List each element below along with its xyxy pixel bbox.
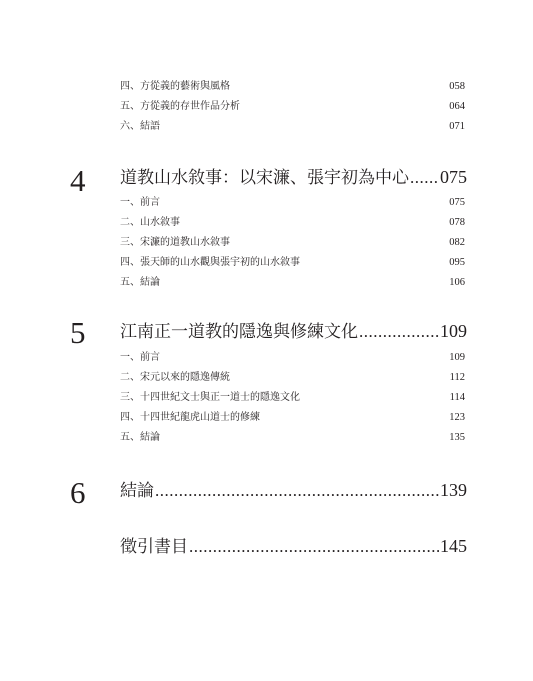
toc-entry[interactable] [120, 236, 465, 250]
chapter-number: 6 [70, 475, 86, 510]
chapter-page: 109 [440, 321, 467, 341]
toc-entry[interactable] [120, 196, 465, 210]
entry-page: 135 [449, 432, 465, 443]
chapter-title: 道教山水敘事：以宋濂、張宇初為中心 [120, 168, 409, 188]
entry-label: 一、前言 [120, 352, 160, 363]
chapter-title: 江南正一道教的隱逸與修練文化 [120, 322, 358, 342]
entry-page: 064 [449, 101, 465, 112]
entry-page: 106 [449, 277, 465, 288]
entry-label: 二、山水敘事 [120, 217, 180, 228]
toc-entry[interactable] [120, 371, 465, 385]
entry-label: 三、宋濂的道教山水敘事 [120, 237, 230, 248]
chapter-heading[interactable] [120, 320, 467, 343]
entry-page: 112 [449, 372, 465, 383]
toc-entry[interactable] [120, 120, 465, 134]
entry-page: 109 [449, 352, 465, 363]
entry-label: 四、張天師的山水觀與張宇初的山水敘事 [120, 257, 300, 268]
toc-entry[interactable] [120, 100, 465, 114]
entry-label: 五、結論 [120, 277, 160, 288]
dot-leader [410, 167, 439, 189]
chapter-number: 4 [70, 163, 86, 198]
entry-label: 一、前言 [120, 197, 160, 208]
bibliography-page: 145 [440, 536, 467, 556]
entry-label: 四、十四世紀龍虎山道士的修練 [120, 412, 260, 423]
chapter-title: 結論 [120, 481, 154, 501]
entry-page: 123 [449, 412, 465, 423]
entry-label: 三、十四世紀文士與正一道士的隱逸文化 [120, 392, 300, 403]
toc-entry[interactable] [120, 431, 465, 445]
entry-label: 二、宋元以來的隱逸傳統 [120, 372, 230, 383]
toc-entry[interactable] [120, 216, 465, 230]
entry-label: 六、結語 [120, 121, 160, 132]
toc-entry[interactable] [120, 276, 465, 290]
bibliography-title: 徵引書目 [120, 537, 188, 557]
bibliography-heading[interactable] [120, 535, 467, 558]
dot-leader [359, 321, 439, 343]
entry-page: 078 [449, 217, 465, 228]
dot-leader [155, 480, 439, 502]
chapter-page: 075 [440, 167, 467, 187]
entry-page: 075 [449, 197, 465, 208]
chapter-heading[interactable] [120, 166, 467, 189]
chapter-number: 5 [70, 315, 86, 350]
entry-page: 114 [449, 392, 465, 403]
entry-label: 五、方從義的存世作品分析 [120, 101, 240, 112]
toc-entry[interactable] [120, 80, 465, 94]
toc-entry[interactable] [120, 256, 465, 270]
toc-entry[interactable] [120, 391, 465, 405]
toc-entry[interactable] [120, 411, 465, 425]
entry-label: 五、結論 [120, 432, 160, 443]
entry-page: 082 [449, 237, 465, 248]
entry-page: 058 [449, 81, 465, 92]
entry-label: 四、方從義的藝術與風格 [120, 81, 230, 92]
entry-page: 071 [449, 121, 465, 132]
toc-entry[interactable] [120, 351, 465, 365]
chapter-page: 139 [440, 480, 467, 500]
dot-leader [189, 536, 439, 558]
chapter-heading[interactable] [120, 479, 467, 502]
entry-page: 095 [449, 257, 465, 268]
